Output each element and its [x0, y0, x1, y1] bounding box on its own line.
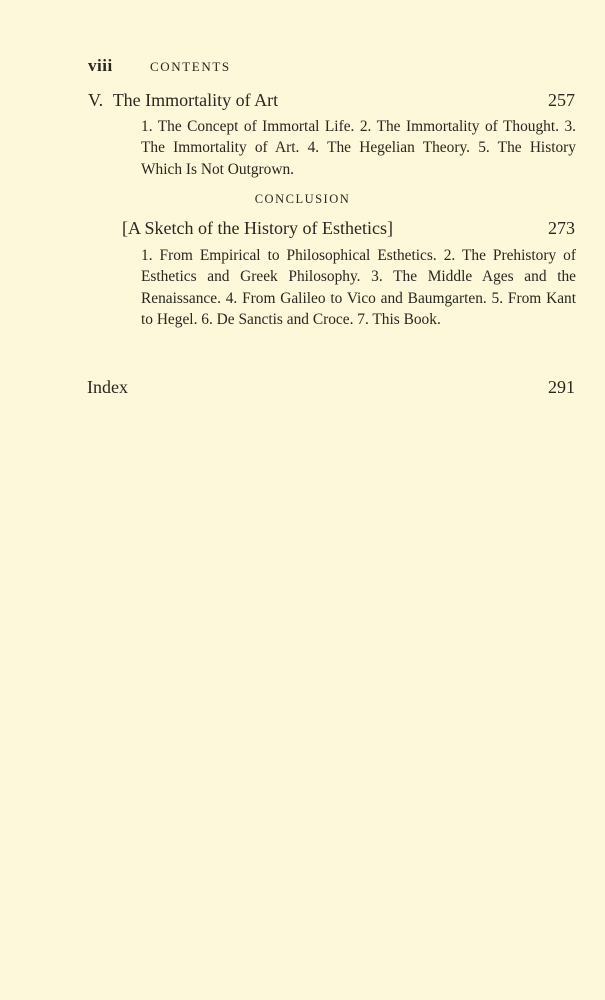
page-number: viii [88, 56, 113, 75]
index-title: Index [87, 377, 128, 397]
chapter-v-page: 257 [548, 90, 575, 110]
index-entry[interactable] [87, 377, 575, 398]
conclusion-title: [A Sketch of the History of Esthetics] [122, 218, 393, 238]
conclusion-description: 1. From Empirical to Philosophical Esthetics. 2. The Prehistory of Esthetics and Greek Philosophy. 3. The Middle Ages and the Renaissance. 4. From Galileo to Vico and Baumgarten. 5. From Kant to Hegel. 6. De Sanctis and Croce. 7. This Book. [141, 247, 576, 329]
chapter-v-title: The Immortality of Art [112, 90, 279, 110]
chapter-v-description: 1. The Concept of Immortal Life. 2. The Immortality of Thought. 3. The Immortality of Art. 4. The Hegelian Theory. 5. The History Which Is Not Outgrown. [141, 118, 576, 178]
conclusion-entry[interactable] [122, 218, 575, 239]
index-page: 291 [548, 377, 575, 397]
chapter-v-entry[interactable] [88, 90, 575, 111]
conclusion-heading: CONCLUSION [254, 192, 351, 206]
chapter-v-heading [88, 90, 278, 111]
conclusion-page: 273 [548, 218, 575, 238]
running-head-title: CONTENTS [150, 59, 231, 74]
running-head [88, 56, 231, 76]
chapter-v-number: V. [88, 90, 104, 110]
